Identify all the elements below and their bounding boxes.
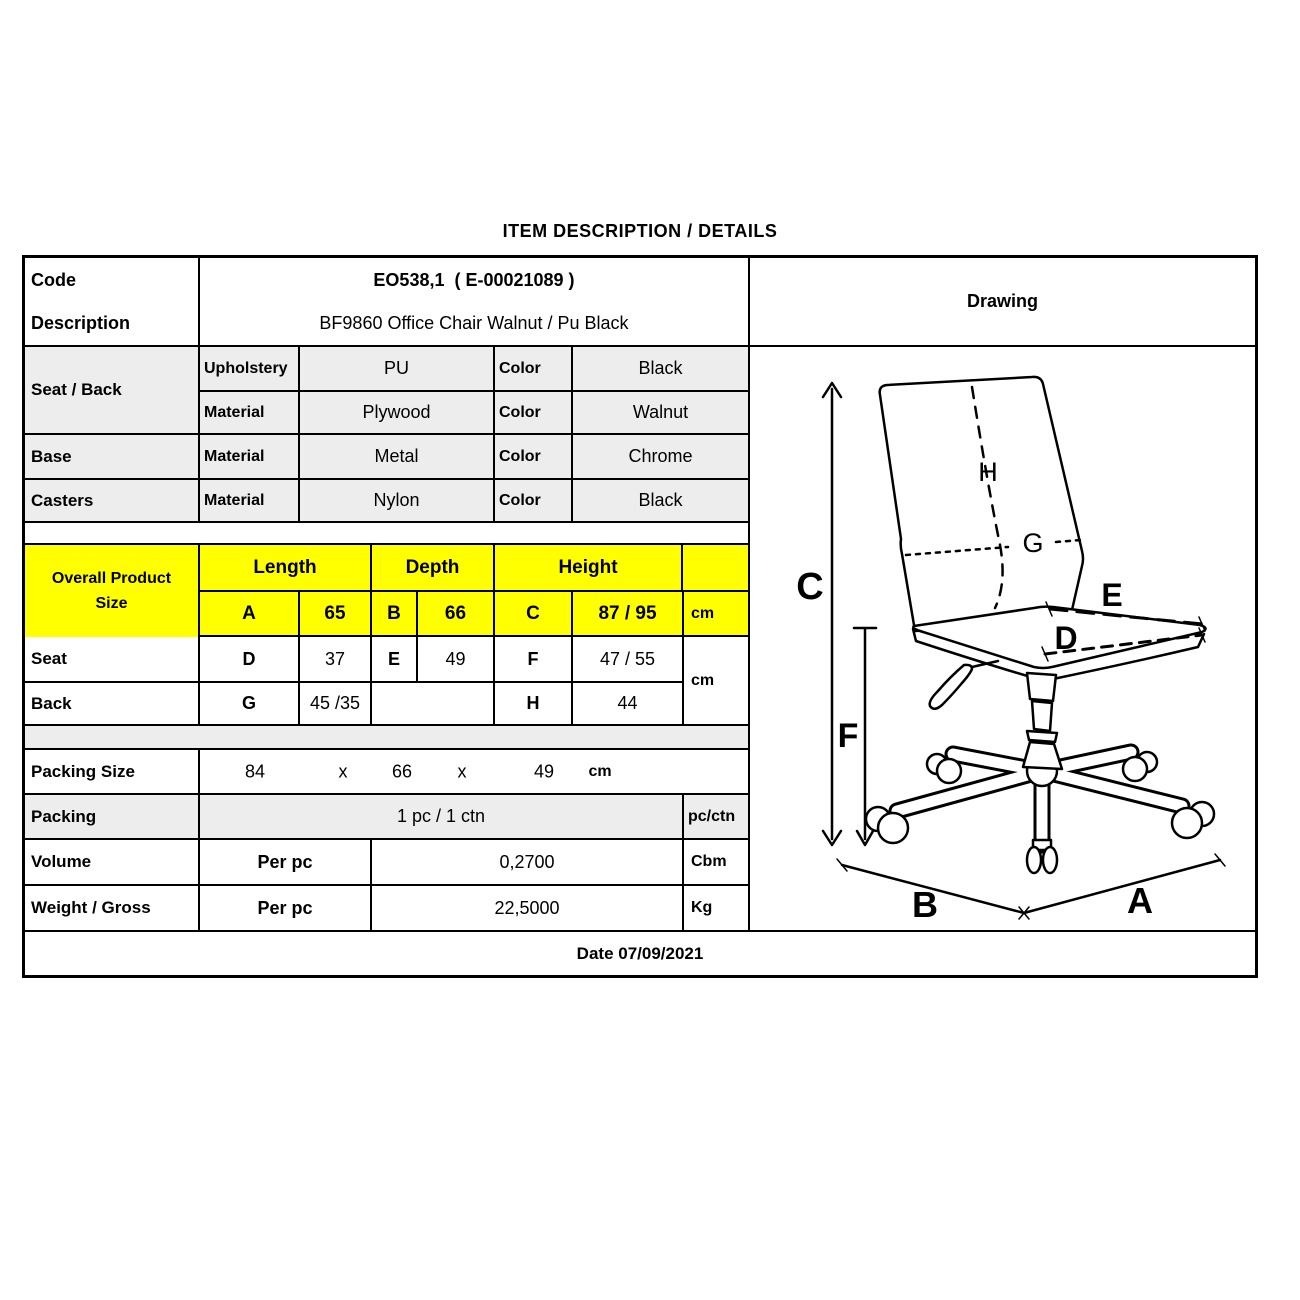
packing-size-value [200, 750, 750, 795]
base-color-value: Chrome [573, 435, 750, 480]
dim-f-value: 47 / 55 [573, 637, 684, 683]
back-depth-empty [372, 683, 495, 726]
base-material-label: Material [200, 435, 300, 480]
packing-value: 1 pc / 1 ctn [200, 795, 684, 840]
packing-size-unit: cm [588, 762, 612, 780]
dim-d-key: D [200, 637, 300, 683]
drawing-header: Drawing [750, 258, 1255, 347]
drawing-label-a: A [1127, 880, 1153, 921]
dim-h-value: 44 [573, 683, 684, 726]
packing-size-v3: 49 [533, 761, 555, 781]
description-value: BF9860 Office Chair Walnut / Pu Black [200, 302, 750, 347]
height-header: Height [495, 545, 683, 592]
packing-size-v2: 66 [391, 761, 413, 781]
upholstery-color-label: Color [495, 347, 573, 392]
dim-line-c [823, 383, 841, 845]
drawing-label-c: C [796, 566, 824, 608]
weight-label: Weight / Gross [25, 886, 200, 932]
dim-g-value: 45 /35 [300, 683, 372, 726]
dim-c-key: C [495, 592, 573, 637]
spacer-row-1 [25, 523, 750, 545]
dim-f-key: F [495, 637, 573, 683]
casters-material-label: Material [200, 480, 300, 523]
overall-size-label-line2: Size [95, 594, 128, 612]
page-title: ITEM DESCRIPTION / DETAILS [502, 221, 778, 241]
dim-g-key: G [200, 683, 300, 726]
packing-label: Packing [25, 795, 200, 840]
packing-size-v1: 84 [244, 761, 266, 781]
dim-b-value: 66 [418, 592, 495, 637]
drawing-label-e: E [1101, 577, 1123, 613]
seat-row-label: Seat [25, 637, 200, 683]
base-label: Base [25, 435, 200, 480]
upholstery-label: Upholstery [200, 347, 300, 392]
length-header: Length [200, 545, 372, 592]
spacer-row-2 [25, 726, 750, 750]
drawing-label-g: G [1022, 528, 1044, 558]
upholstery-value: PU [300, 347, 495, 392]
dim-b-key: B [372, 592, 418, 637]
casters-material-value: Nylon [300, 480, 495, 523]
upholstery-color-value: Black [573, 347, 750, 392]
drawing-label-h: H [978, 457, 998, 487]
drawing-label-d: D [1054, 620, 1078, 656]
dim-a-value: 65 [300, 592, 372, 637]
casters-color-value: Black [573, 480, 750, 523]
casters-color-label: Color [495, 480, 573, 523]
dim-c-value: 87 / 95 [573, 592, 684, 637]
description-label: Description [25, 302, 200, 347]
chair-backrest [880, 377, 1083, 631]
seatback-unit: cm [684, 637, 750, 726]
drawing-label-b: B [912, 884, 938, 925]
seat-material-label: Material [200, 392, 300, 435]
date-row: Date 07/09/2021 [25, 932, 1255, 975]
code-value: EO538,1 ( E-00021089 ) [200, 258, 750, 304]
casters-label: Casters [25, 480, 200, 523]
volume-label: Volume [25, 840, 200, 886]
depth-header: Depth [372, 545, 495, 592]
chair-lever [930, 661, 998, 709]
dim-a-key: A [200, 592, 300, 637]
seat-material-color-value: Walnut [573, 392, 750, 435]
weight-per: Per pc [200, 886, 372, 932]
code-label: Code [25, 258, 200, 304]
dim-e-value: 49 [418, 637, 495, 683]
volume-unit: Cbm [684, 840, 750, 886]
chair-drawing [750, 347, 1253, 928]
size-header-spacer [683, 545, 750, 592]
seat-material-color-label: Color [495, 392, 573, 435]
overall-unit: cm [684, 592, 750, 637]
overall-size-label-line1: Overall Product [51, 569, 172, 587]
packing-size-x2: x [457, 761, 467, 781]
dim-e-key: E [372, 637, 418, 683]
chair-gas-lift [1023, 673, 1062, 769]
volume-value: 0,2700 [372, 840, 684, 886]
drawing-cell [750, 347, 1255, 932]
dim-h-key: H [495, 683, 573, 726]
base-color-label: Color [495, 435, 573, 480]
overall-size-label [25, 545, 200, 640]
dim-d-value: 37 [300, 637, 372, 683]
drawing-label-f: F [837, 717, 859, 755]
base-material-value: Metal [300, 435, 495, 480]
back-row-label: Back [25, 683, 200, 726]
weight-unit: Kg [684, 886, 750, 932]
weight-value: 22,5000 [372, 886, 684, 932]
seatback-label: Seat / Back [25, 347, 200, 435]
volume-per: Per pc [200, 840, 372, 886]
packing-size-x1: x [338, 761, 348, 781]
packing-size-label: Packing Size [25, 750, 200, 795]
packing-unit: pc/ctn [684, 795, 750, 840]
seat-material-value: Plywood [300, 392, 495, 435]
